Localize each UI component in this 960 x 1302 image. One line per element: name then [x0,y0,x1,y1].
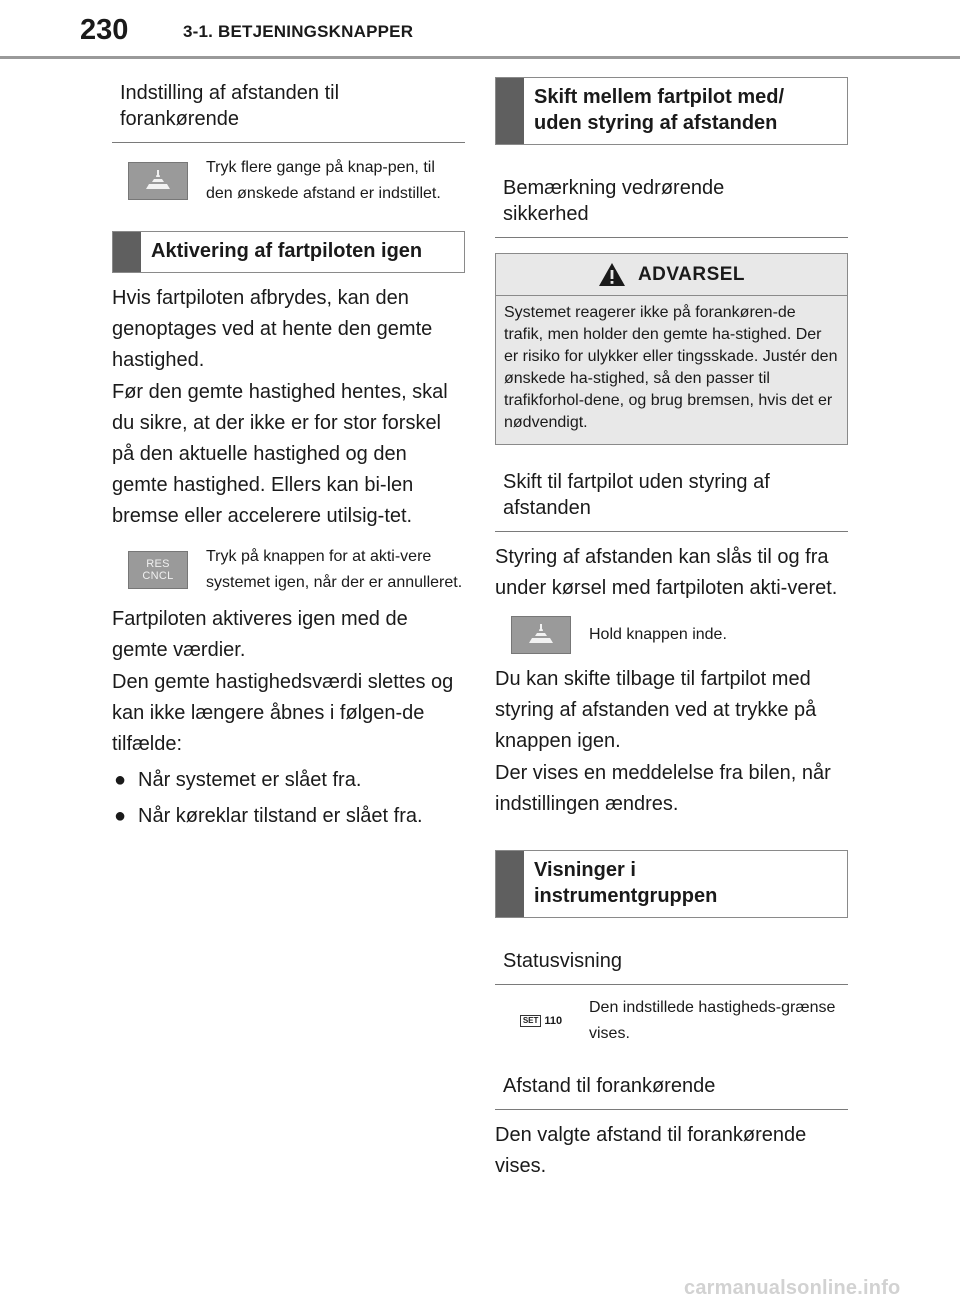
paragraph-message: Der vises en meddelelse fra bilen, når indstillingen ændres. [495,762,831,815]
paragraph-gap-shown: Den valgte afstand til forankørende vises. [495,1124,807,1177]
paragraph-switch-back: Du kan skifte tilbage til fartpilot med styring af afstanden ved at trykke på knappen igen. [495,668,817,752]
distance-instruction-text: Tryk flere gange på knap-pen, til den ønskede afstand er indstillet. [206,159,441,202]
warning-text: Systemet reagerer ikke på forankøren-de trafik, men holder den gemte ha-stighed. Der er risiko for ulykker eller tingsskade. Justér den ønskede ha-stighed, så den passer til trafikforhol-dene, og brug bremsen, hvis det er nødvendigt. [504,304,838,431]
chapter-title: 3-1. BETJENINGSKNAPPER [183,22,414,41]
list-item [112,801,465,832]
bullet-icon: ● [114,769,127,791]
list-item-text: Når systemet er slået fra. [138,769,362,791]
warning-icon [598,262,626,287]
heading-switch-mode-label: Skift mellem fartpilot med/ uden styring af afstanden [534,86,785,134]
list-item [112,765,465,796]
hold-instruction [511,616,848,654]
heading-distance-setting: Indstilling af afstanden til forankørende [112,72,465,143]
heading-bar [496,851,524,917]
res-cncl-icon [128,551,188,589]
watermark: carmanualsonline.info [684,1277,901,1299]
heading-safety-note: Bemærkning vedrørende sikkerhed [495,167,848,238]
res-instruction [128,544,465,596]
res-instruction-text: Tryk på knappen for at akti-vere systemet igen, når der er annulleret. [206,548,463,591]
header-divider [0,56,960,59]
warning-header [496,254,847,296]
heading-displays [495,850,848,918]
heading-reactivate [112,231,465,273]
heading-gap-display: Afstand til forankørende [495,1065,848,1110]
page-number: 230 [80,14,129,46]
bullet-icon: ● [114,805,127,827]
list-item-text: Når køreklar tilstand er slået fra. [138,805,423,827]
distance-instruction [128,155,465,207]
set-label: SET [520,1015,542,1027]
warning-box [495,253,848,445]
res-icon-line2: CNCL [142,570,174,582]
status-instruction-text: Den indstillede hastigheds-grænse vises. [589,999,836,1042]
heading-switch-mode [495,77,848,145]
paragraph-reactivated: Fartpiloten aktiveres igen med de gemte værdier. [112,608,408,661]
heading-bar [113,232,141,272]
right-column [495,72,848,1182]
status-instruction [511,995,848,1047]
distance-icon [511,616,571,654]
set-value: 110 [544,1015,563,1027]
heading-status-display: Statusvisning [495,940,848,985]
paragraph-deleted-cases: Den gemte hastighedsværdi slettes og kan ikke længere åbnes i følgen-de tilfælde: [112,671,454,755]
set-speed-icon [511,1002,571,1040]
hold-instruction-text: Hold knappen inde. [589,626,727,643]
heading-displays-label: Visninger i instrumentgruppen [534,859,718,907]
heading-reactivate-label: Aktivering af fartpiloten igen [151,240,423,262]
paragraph-toggle-distance: Styring af afstanden kan slås til og fra under kørsel med fartpiloten akti-veret. [495,546,838,599]
paragraph-resume: Hvis fartpiloten afbrydes, kan den genoptages ved at hente den gemte hastighed. [112,287,433,371]
heading-without-distance: Skift til fartpilot uden styring af afstanden [495,461,848,532]
heading-bar [496,78,524,144]
res-icon-line1: RES [146,558,170,570]
warning-label: ADVARSEL [637,263,746,285]
paragraph-check-speed: Før den gemte hastighed hentes, skal du sikre, at der ikke er for stor forskel på den aktuelle hastighed og den gemte hastighed. Ellers kan bi-len bremse eller accelerere utilsig-tet. [112,381,448,527]
distance-icon [128,162,188,200]
left-column [112,72,465,832]
